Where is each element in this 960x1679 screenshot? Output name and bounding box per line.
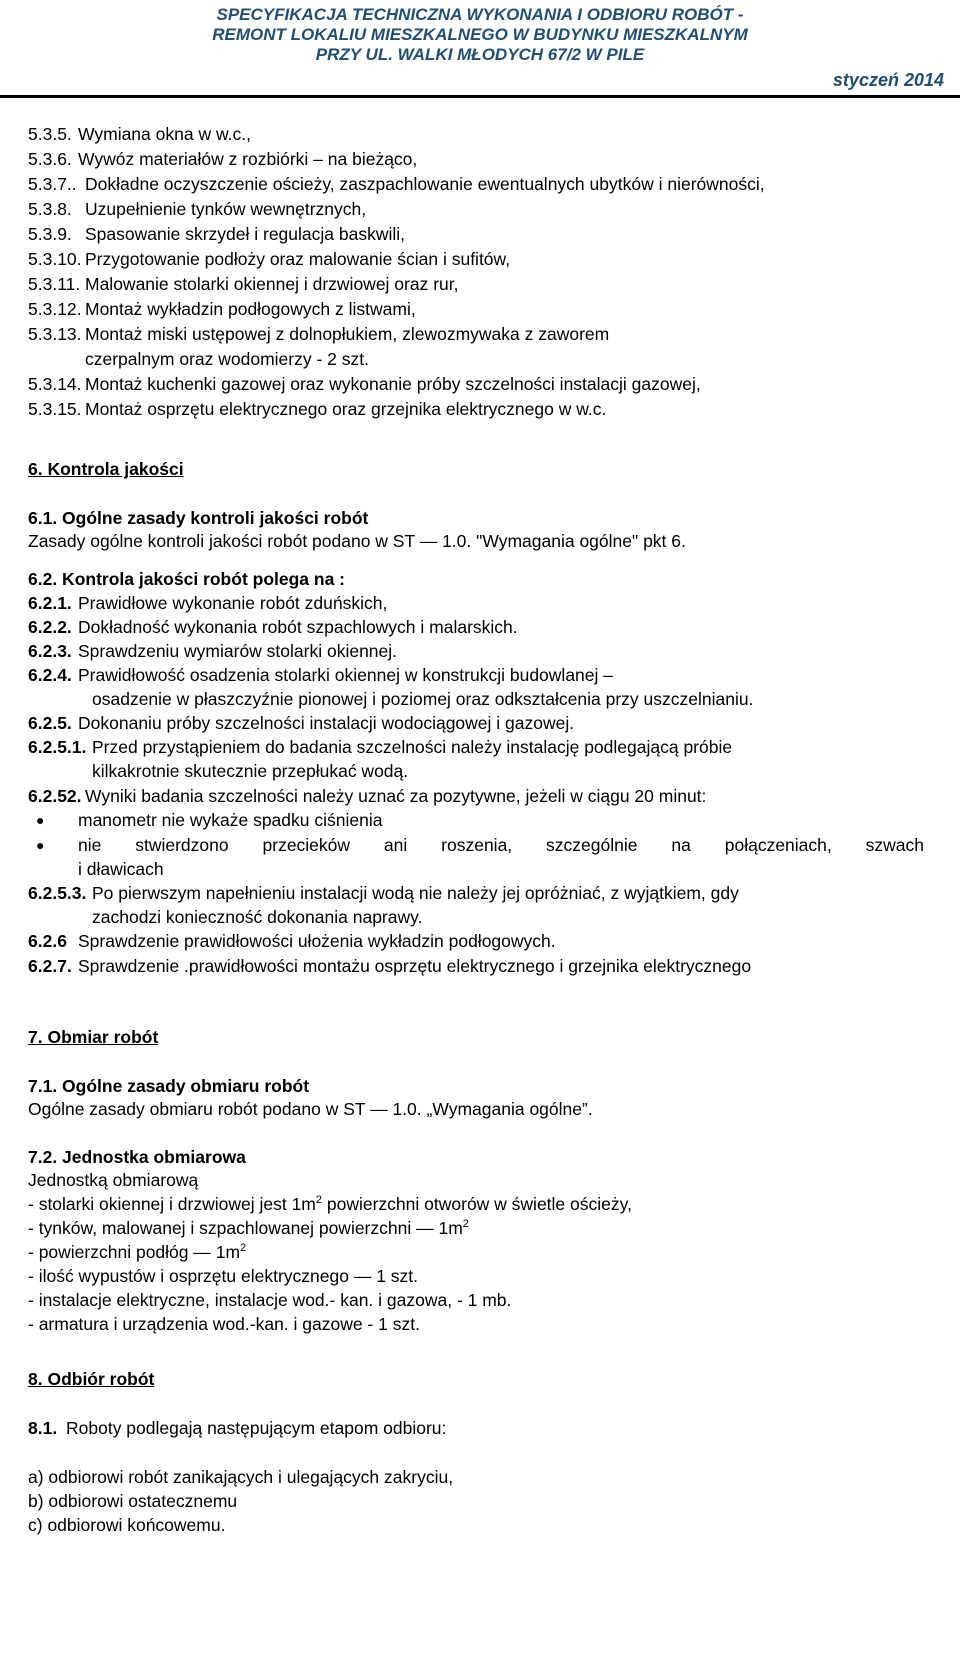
bullet-text: nie stwierdzono przecieków ani roszenia, szczególnie na połączeniach, szwach [78, 835, 924, 855]
section-8-1-text: Roboty podlegają następującym etapom odbioru: [66, 1418, 447, 1438]
list-item-text: Dokładne oczyszczenie ościeży, zaszpachlowanie ewentualnych ubytków i nierówności, [85, 174, 765, 194]
item-text: Dokładność wykonania robót szpachlowych i malarskich. [78, 617, 518, 637]
list-item-num: 5.3.13. [28, 324, 82, 344]
item-num: 6.2.5.3. [28, 883, 87, 903]
superscript: 2 [240, 1242, 247, 1255]
header-line-1: SPECYFIKACJA TECHNICZNA WYKONANIA I ODBIORU ROBÓT - [216, 5, 744, 24]
unit-text: - stolarki okiennej i drzwiowej jest 1m [28, 1194, 316, 1214]
unit-text: - tynków, malowanej i szpachlowanej powierzchni — 1m [28, 1218, 463, 1238]
section-6-title: 6. Kontrola jakości [28, 459, 184, 479]
item-text: Dokonaniu próby szczelności instalacji wodociągowej i gazowej. [78, 713, 575, 733]
section-8-1-num: 8.1. [28, 1418, 58, 1438]
list-item-num: 5.3.8. [28, 199, 72, 219]
unit-line [28, 1241, 246, 1263]
superscript: 2 [315, 1194, 323, 1207]
header-line-2: REMONT LOKALIU MIESZKALNEGO W BUDYNKU MIESZKALNYM [212, 25, 748, 44]
item-text: Prawidłowość osadzenia stolarki okiennej w konstrukcji budowlanej – [78, 665, 613, 685]
stage-item: c) odbiorowi końcowemu. [28, 1515, 226, 1535]
list-item-num: 5.3.6. [28, 149, 72, 169]
item-text: Prawidłowe wykonanie robót zduńskich, [78, 593, 388, 613]
item-num: 6.2.5.1. [28, 737, 87, 757]
list-item-text: Przygotowanie podłoży oraz malowanie ścian i sufitów, [85, 249, 511, 269]
header-line-3: PRZY UL. WALKI MŁODYCH 67/2 W PILE [315, 45, 645, 64]
list-item-num: 5.3.15. [28, 399, 82, 419]
section-6-1-text: Zasady ogólne kontroli jakości robót podano w ST — 1.0. "Wymagania ogólne" pkt 6. [28, 531, 686, 551]
unit-line: - instalacje elektryczne, instalacje wod.- kan. i gazowa, - 1 mb. [28, 1290, 512, 1310]
list-item-text: Montaż kuchenki gazowej oraz wykonanie próby szczelności instalacji gazowej, [85, 374, 701, 394]
header-rule [0, 95, 960, 98]
stage-item: a) odbiorowi robót zanikających i ulegających zakryciu, [28, 1467, 454, 1487]
list-item-text: Wywóz materiałów z rozbiórki – na bieżąco, [78, 149, 418, 169]
item-text-cont: osadzenie w płaszczyźnie pionowej i poziomej oraz odkształcenia przy uszczelnianiu. [92, 689, 754, 709]
section-8-title: 8. Odbiór robót [28, 1369, 155, 1389]
superscript: 2 [462, 1218, 469, 1231]
list-item-text: Spasowanie skrzydeł i regulacja baskwili, [85, 224, 406, 244]
unit-line [28, 1193, 632, 1215]
section-6-2-heading: 6.2. Kontrola jakości robót polega na : [28, 569, 345, 589]
item-text: Wyniki badania szczelności należy uznać za pozytywne, jeżeli w ciągu 20 minut: [85, 786, 707, 806]
bullet-text: manometr nie wykaże spadku ciśnienia [78, 810, 383, 830]
list-item-num: 5.3.9. [28, 224, 72, 244]
item-text: Po pierwszym napełnieniu instalacji wodą nie należy jej opróżniać, z wyjątkiem, gdy [92, 883, 739, 903]
item-text: Sprawdzeniu wymiarów stolarki okiennej. [78, 641, 398, 661]
stage-item: b) odbiorowi ostatecznemu [28, 1491, 238, 1511]
bullet-icon: ● [36, 812, 45, 828]
item-num: 6.2.3. [28, 641, 72, 661]
item-text-cont: zachodzi konieczność dokonania naprawy. [92, 907, 423, 927]
bullet-text-cont: i dławicach [78, 859, 164, 879]
list-item-num: 5.3.11. [28, 274, 81, 294]
item-num: 6.2.2. [28, 617, 72, 637]
item-text: Przed przystąpieniem do badania szczelności należy instalację podlegającą próbie [92, 737, 733, 757]
item-text: Sprawdzenie .prawidłowości montażu osprzętu elektrycznego i grzejnika elektrycznego [78, 956, 752, 976]
list-item-text: Montaż miski ustępowej z dolnopłukiem, zlewozmywaka z zaworem [85, 324, 610, 344]
list-item-num: 5.3.14. [28, 374, 82, 394]
unit-line [28, 1217, 469, 1239]
unit-line: - armatura i urządzenia wod.-kan. i gazowe - 1 szt. [28, 1314, 420, 1334]
item-text: Sprawdzenie prawidłowości ułożenia wykładzin podłogowych. [78, 931, 556, 951]
item-num: 6.2.7. [28, 956, 72, 976]
section-7-title: 7. Obmiar robót [28, 1027, 159, 1047]
item-num: 6.2.52. [28, 786, 82, 806]
unit-text: - powierzchni podłóg — 1m [28, 1242, 241, 1262]
unit-line: - ilość wypustów i osprzętu elektrycznego — 1 szt. [28, 1266, 419, 1286]
item-num: 6.2.4. [28, 665, 72, 685]
list-item-text: Malowanie stolarki okiennej i drzwiowej oraz rur, [85, 274, 459, 294]
list-item-text: Wymiana okna w w.c., [78, 124, 251, 144]
section-7-2-text: Jednostką obmiarową [28, 1170, 199, 1190]
list-item-text: Uzupełnienie tynków wewnętrznych, [85, 199, 367, 219]
section-7-1-heading: 7.1. Ogólne zasady obmiaru robót [28, 1076, 310, 1096]
item-num: 6.2.5. [28, 713, 72, 733]
list-item-num: 5.3.12. [28, 299, 82, 319]
list-item-num: 5.3.10. [28, 249, 82, 269]
list-item-num: 5.3.5. [28, 124, 72, 144]
list-item-text-cont: czerpalnym oraz wodomierzy - 2 szt. [85, 349, 369, 369]
section-6-1-heading: 6.1. Ogólne zasady kontroli jakości robót [28, 508, 369, 528]
unit-text: powierzchni otworów w świetle ościeży, [322, 1194, 632, 1214]
list-item-num: 5.3.7.. [28, 174, 77, 194]
item-text-cont: kilkakrotnie skutecznie przepłukać wodą. [92, 761, 409, 781]
item-num: 6.2.6 [28, 931, 67, 951]
item-num: 6.2.1. [28, 593, 72, 613]
bullet-icon: ● [36, 837, 45, 853]
header-date: styczeń 2014 [832, 70, 944, 90]
list-item-text: Montaż wykładzin podłogowych z listwami, [85, 299, 416, 319]
section-7-2-heading: 7.2. Jednostka obmiarowa [28, 1147, 246, 1167]
section-7-1-text: Ogólne zasady obmiaru robót podano w ST — 1.0. „Wymagania ogólne”. [28, 1099, 593, 1119]
list-item-text: Montaż osprzętu elektrycznego oraz grzejnika elektrycznego w w.c. [85, 399, 607, 419]
